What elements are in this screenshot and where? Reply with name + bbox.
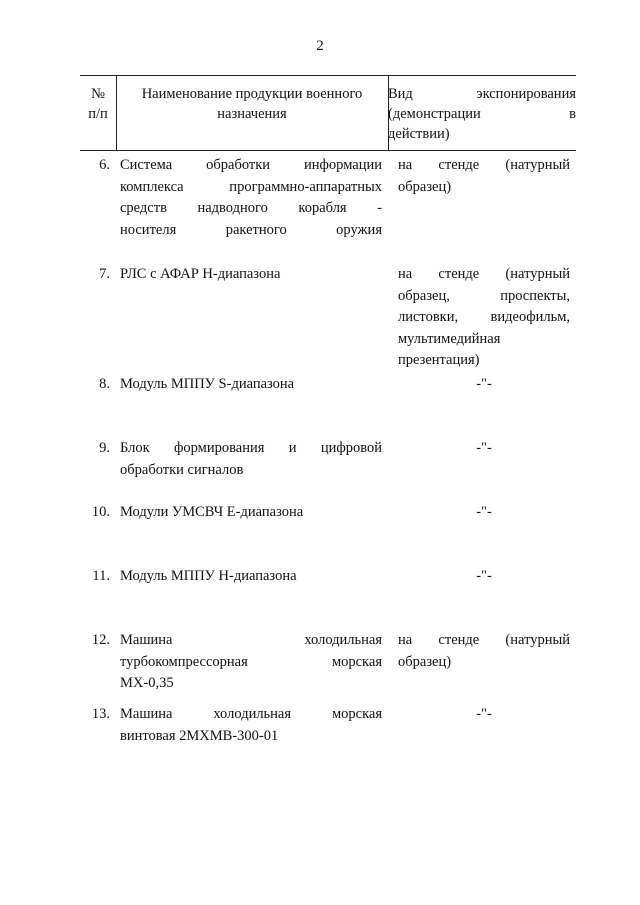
row-name-line: комплекса программно-аппаратных: [120, 178, 382, 195]
row-name-line: турбокомпрессорная морская: [120, 653, 382, 670]
header-kind-line: действии): [388, 126, 450, 142]
row-number: 6.: [99, 157, 110, 173]
header-name: [116, 84, 388, 124]
row-kind-line: -"-: [476, 568, 492, 584]
row-kind-line: мультимедийная: [398, 330, 501, 347]
row-kind-line: на стенде (натурный: [398, 632, 570, 648]
header-kind-line: Вид экспонирования: [388, 86, 576, 102]
row-name-line: Модуль МППУ S-диапазона: [120, 376, 295, 392]
row-name: [120, 374, 382, 396]
row-kind-line: образец): [398, 653, 452, 670]
row-kind: [398, 502, 570, 524]
header-number-line: №: [91, 86, 105, 102]
row-name-line: Машина холодильная морская: [120, 706, 382, 722]
row-name-line: Модули УМСВЧ Е-диапазона: [120, 504, 304, 520]
row-kind: [398, 630, 570, 673]
row-name-line: Блок формирования и цифровой: [120, 440, 382, 456]
row-kind-line: на стенде (натурный: [398, 157, 570, 173]
table-top-rule: [80, 75, 576, 76]
row-name-line: обработки сигналов: [120, 461, 244, 478]
row-name-line: МХ-0,35: [120, 675, 174, 691]
table-header-bottom-rule: [80, 150, 576, 151]
row-name: [120, 155, 382, 241]
header-number: [80, 84, 116, 124]
row-kind-line: -"-: [476, 440, 492, 456]
header-name-line: Наименование продукции военного: [141, 86, 363, 102]
row-number: 11.: [92, 568, 110, 584]
row-kind-line: презентация): [398, 352, 480, 368]
row-number: 10.: [91, 504, 110, 520]
row-kind: [398, 264, 570, 372]
row-kind-line: образец, проспекты,: [398, 287, 570, 304]
row-name-line: Модуль МППУ Н-диапазона: [120, 568, 297, 584]
row-kind-line: листовки, видеофильм,: [398, 309, 570, 325]
header-kind-line: (демонстрации в: [388, 106, 576, 122]
row-number: 9.: [99, 440, 110, 456]
row-name: [120, 264, 382, 286]
row-name: [120, 566, 382, 588]
row-number: 7.: [99, 266, 110, 282]
row-name: [120, 502, 382, 524]
header-exhibit-kind: [388, 84, 576, 144]
row-name-line: Система обработки информации: [120, 157, 382, 173]
row-name-line: Машина холодильная: [120, 632, 382, 648]
row-name-line: носителя ракетного оружия: [120, 221, 382, 238]
row-kind: [398, 704, 570, 726]
row-kind-line: -"-: [476, 376, 492, 392]
row-name: [120, 438, 382, 481]
header-name-line: назначения: [217, 106, 287, 122]
row-name: [120, 630, 382, 695]
row-name-line: РЛС с АФАР Н-диапазона: [120, 266, 281, 282]
row-number: 12.: [91, 632, 110, 648]
row-kind-line: на стенде (натурный: [398, 266, 570, 282]
row-kind-line: -"-: [476, 504, 492, 520]
page-number: 2: [316, 38, 324, 54]
row-kind: [398, 155, 570, 198]
header-number-line: п/п: [88, 106, 108, 122]
row-name-line: средств надводного корабля -: [120, 200, 382, 216]
row-kind-line: -"-: [476, 706, 492, 722]
row-name-line: винтовая 2МХМВ-300-01: [120, 727, 279, 744]
row-number: 13.: [91, 706, 110, 722]
row-name: [120, 704, 382, 747]
row-kind: [398, 566, 570, 588]
row-kind: [398, 438, 570, 460]
row-number: 8.: [99, 376, 110, 392]
row-kind-line: образец): [398, 178, 452, 195]
row-kind: [398, 374, 570, 396]
